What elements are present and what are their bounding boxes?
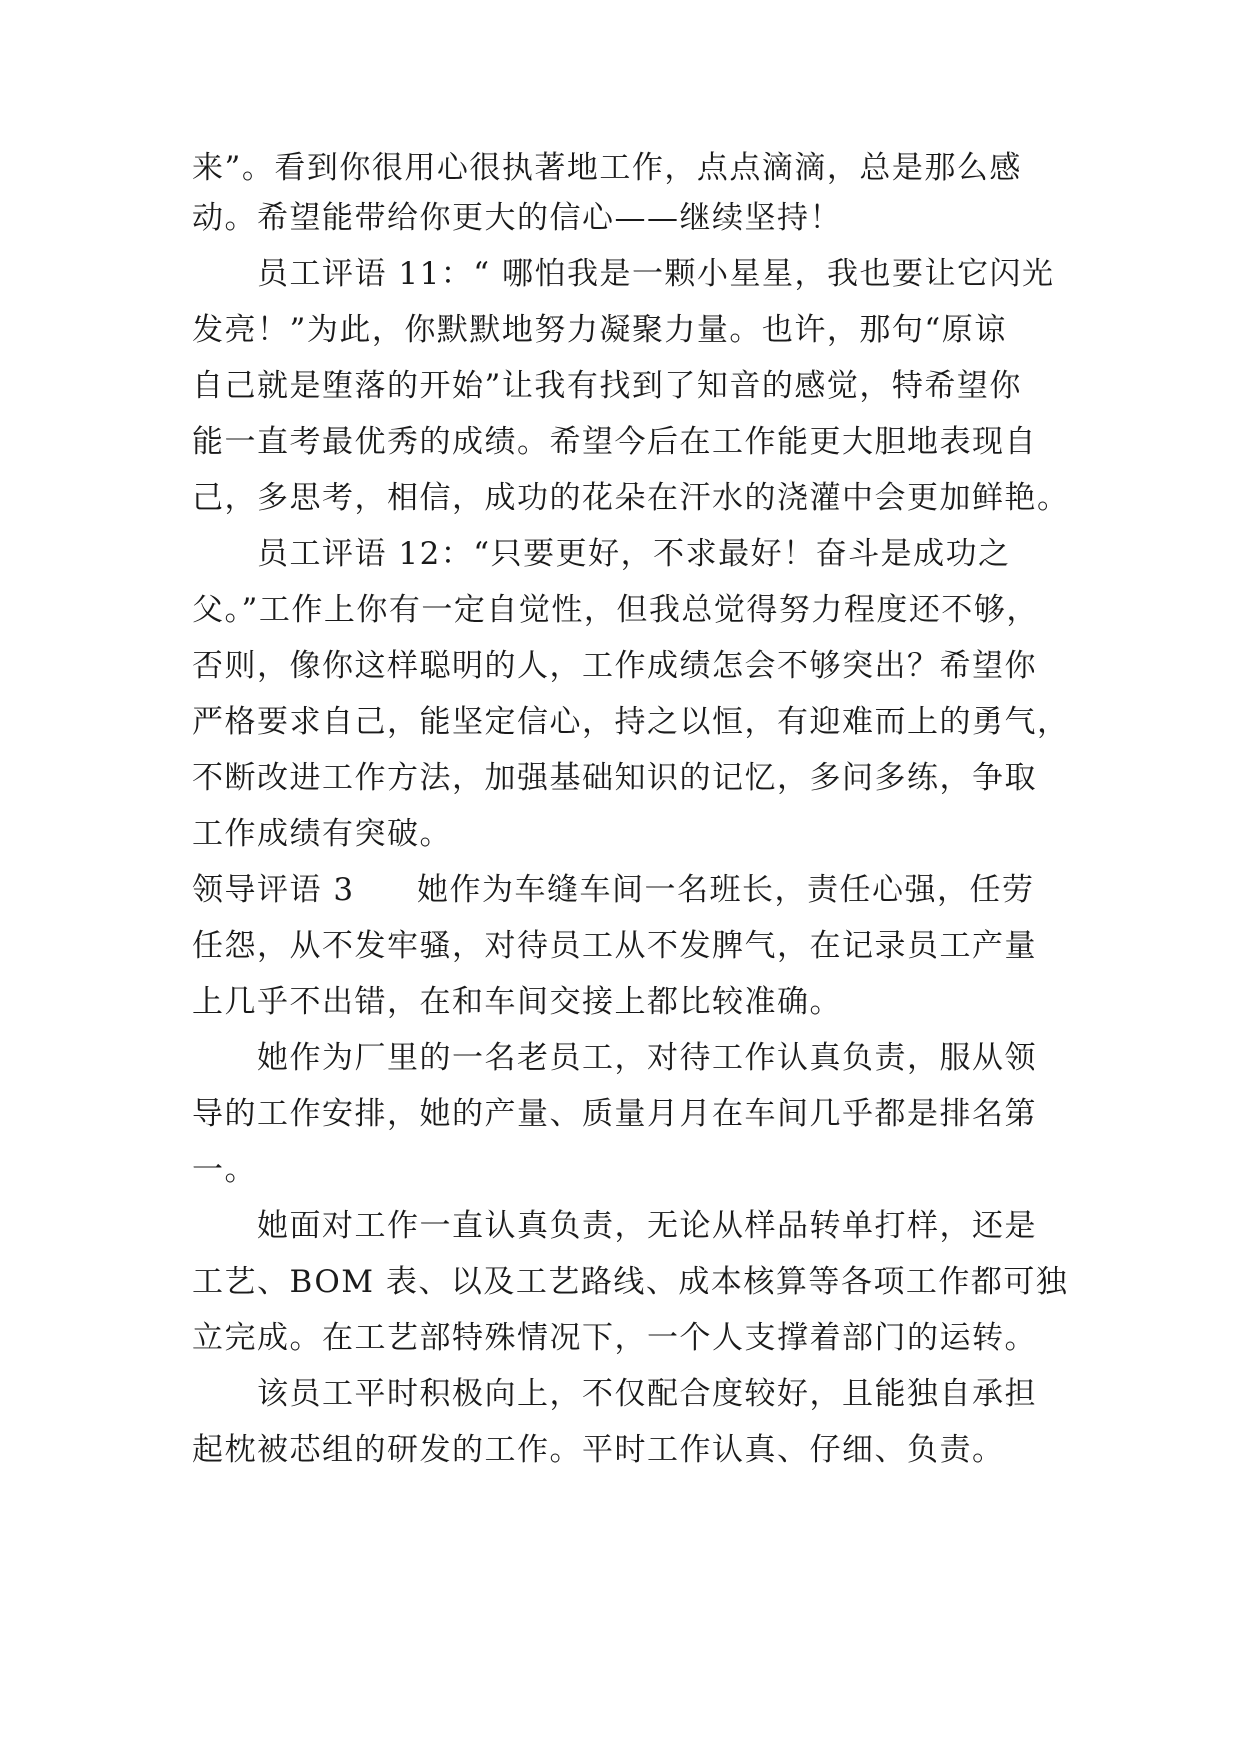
text-line: 工艺、BOM 表、以及工艺路线、成本核算等各项工作都可独 — [192, 1264, 1069, 1300]
text-line: 任怨，从不发牢骚，对待员工从不发脾气，在记录员工产量 — [192, 928, 1037, 964]
text-line: 立完成。在工艺部特殊情况下，一个人支撑着部门的运转。 — [192, 1320, 1037, 1356]
text-line: 一。 — [192, 1152, 257, 1188]
text-line: 她作为车缝车间一名班长，责任心强，任劳 — [417, 872, 1035, 908]
text-line: 严格要求自己，能坚定信心，持之以恒，有迎难而上的勇气， — [192, 704, 1070, 740]
text-line: 自己就是堕落的开始”让我有找到了知音的感觉，特希望你 — [192, 368, 1022, 404]
text-line: 她面对工作一直认真负责，无论从样品转单打样，还是 — [257, 1208, 1037, 1244]
text-line: 该员工平时积极向上，不仅配合度较好，且能独自承担 — [257, 1376, 1037, 1412]
text-line: 动。希望能带给你更大的信心——继续坚持！ — [192, 200, 842, 236]
text-line: 员工评语 12：“只要更好，不求最好！奋斗是成功之 — [257, 536, 1011, 572]
text-line: 上几乎不出错，在和车间交接上都比较准确。 — [192, 984, 842, 1020]
text-line: 父。”工作上你有一定自觉性，但我总觉得努力程度还不够， — [192, 592, 1039, 628]
text-line: 否则，像你这样聪明的人，工作成绩怎会不够突出？希望你 — [192, 648, 1037, 684]
text-line: 来”。看到你很用心很执著地工作，点点滴滴，总是那么感 — [192, 150, 1022, 186]
section-label: 领导评语 3 — [192, 872, 355, 908]
text-line: 己，多思考，相信，成功的花朵在汗水的浇灌中会更加鲜艳。 — [192, 480, 1070, 516]
text-line: 能一直考最优秀的成绩。希望今后在工作能更大胆地表现自 — [192, 424, 1037, 460]
text-line: 她作为厂里的一名老员工，对待工作认真负责，服从领 — [257, 1040, 1037, 1076]
section-line — [192, 870, 1072, 910]
text-line: 工作成绩有突破。 — [192, 816, 452, 852]
text-line: 发亮！”为此，你默默地努力凝聚力量。也许，那句“原谅 — [192, 312, 1007, 348]
text-line: 员工评语 11：“ 哪怕我是一颗小星星，我也要让它闪光 — [257, 256, 1055, 292]
text-line: 导的工作安排，她的产量、质量月月在车间几乎都是排名第 — [192, 1096, 1037, 1132]
text-line: 不断改进工作方法，加强基础知识的记忆，多问多练，争取 — [192, 760, 1037, 796]
text-line: 起枕被芯组的研发的工作。平时工作认真、仔细、负责。 — [192, 1432, 1005, 1468]
